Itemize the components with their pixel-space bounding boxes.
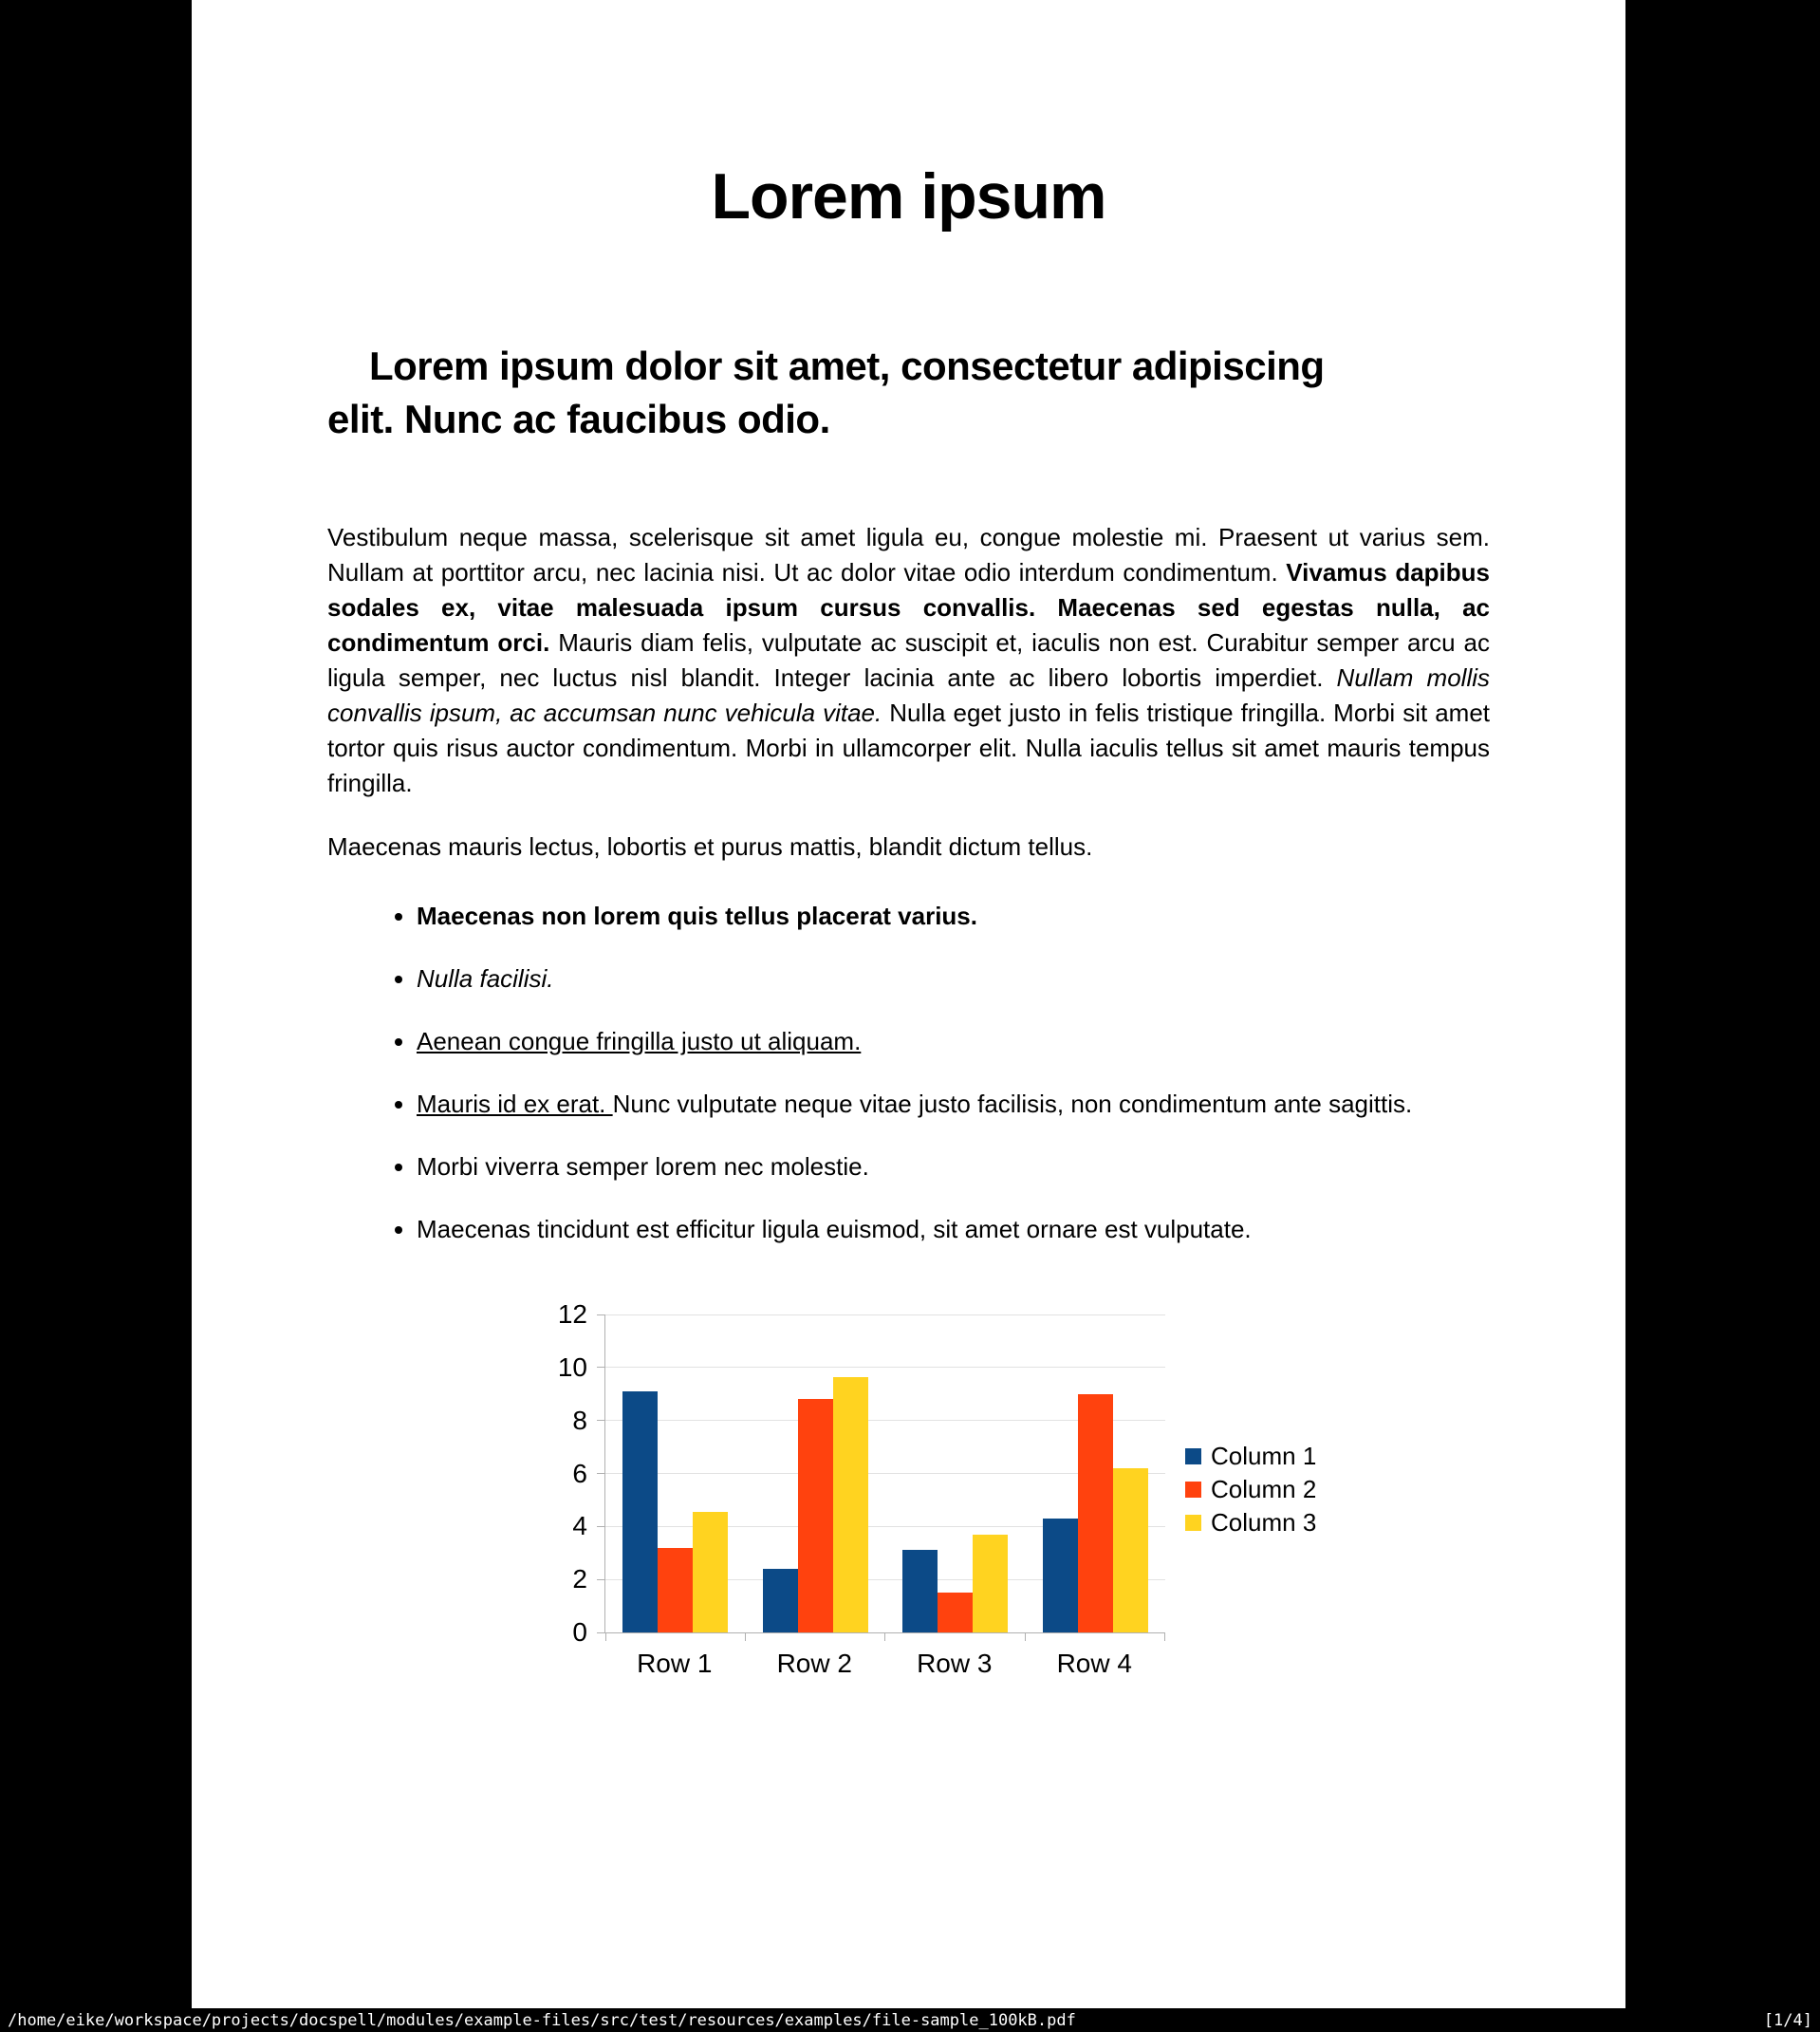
bar-group bbox=[902, 1535, 1008, 1632]
x-axis-tick bbox=[884, 1633, 885, 1641]
bar-group bbox=[1043, 1394, 1148, 1632]
x-axis-label: Row 3 bbox=[917, 1649, 993, 1678]
bar-column-3-row-3 bbox=[973, 1535, 1008, 1632]
x-axis-label: Row 1 bbox=[637, 1649, 713, 1678]
y-axis-label: 12 bbox=[557, 1299, 587, 1329]
x-axis-tick bbox=[745, 1633, 746, 1641]
text-segment: Nunc vulputate neque vitae justo facilisis, non condimentum ante sagittis. bbox=[612, 1090, 1413, 1118]
list-item bbox=[417, 1147, 1490, 1185]
list-item bbox=[417, 960, 1490, 997]
y-axis-label: 0 bbox=[572, 1617, 587, 1647]
legend-label: Column 3 bbox=[1211, 1508, 1317, 1537]
heading-line: elit. Nunc ac faucibus odio. bbox=[327, 397, 830, 441]
legend-label: Column 1 bbox=[1211, 1442, 1317, 1470]
y-axis-tick bbox=[597, 1526, 604, 1527]
bar-column-3-row-4 bbox=[1113, 1468, 1148, 1632]
x-axis-label: Row 4 bbox=[1056, 1649, 1132, 1678]
list-item bbox=[417, 1085, 1490, 1123]
legend-swatch bbox=[1185, 1448, 1201, 1464]
y-axis-label: 6 bbox=[572, 1458, 587, 1488]
legend-item bbox=[1185, 1473, 1316, 1506]
legend-item bbox=[1185, 1440, 1316, 1473]
chart-plot-area bbox=[604, 1314, 1165, 1633]
y-axis-label: 2 bbox=[572, 1564, 587, 1594]
y-axis-tick bbox=[597, 1632, 604, 1633]
y-axis-label: 8 bbox=[572, 1405, 587, 1435]
bar-column-2-row-1 bbox=[658, 1548, 693, 1632]
y-axis-tick bbox=[597, 1473, 604, 1474]
pdf-page[interactable] bbox=[192, 0, 1625, 2008]
body-paragraph: Maecenas mauris lectus, lobortis et purus mattis, blandit dictum tellus. bbox=[327, 832, 1093, 861]
bar-chart bbox=[327, 1299, 1490, 1687]
bar-column-3-row-1 bbox=[693, 1512, 728, 1632]
text-segment: Maecenas tincidunt est efficitur ligula euismod, sit amet ornare est vulputate. bbox=[417, 1215, 1252, 1243]
y-axis-tick bbox=[597, 1367, 604, 1368]
x-axis-tick bbox=[605, 1633, 606, 1641]
statusbar bbox=[0, 2008, 1820, 2032]
text-segment: Nullam mollis convallis ipsum, ac accumsan nunc vehicula vitae. bbox=[327, 663, 1491, 727]
chart-legend bbox=[1185, 1440, 1316, 1539]
text-segment: Mauris diam felis, vulputate ac suscipit et, iaculis non est. Curabitur semper arcu ac ligula semper, nec luctus nisl blandit. Integer lacinia ante ac libero lobortis imperdiet. bbox=[327, 628, 1490, 692]
bar-column-1-row-4 bbox=[1043, 1519, 1078, 1632]
text-segment: Maecenas non lorem quis tellus placerat varius. bbox=[417, 902, 977, 930]
text-segment: Nulla facilisi. bbox=[417, 964, 554, 993]
bar-group bbox=[763, 1377, 868, 1632]
text-segment: Vivamus dapibus sodales ex, vitae malesuada ipsum cursus convallis. Maecenas sed egestas nulla, ac condimentum orci. bbox=[327, 558, 1491, 657]
text-segment: Morbi viverra semper lorem nec molestie. bbox=[417, 1152, 869, 1181]
list-item bbox=[417, 897, 1490, 935]
legend-item bbox=[1185, 1506, 1316, 1539]
page-title: Lorem ipsum bbox=[711, 160, 1106, 233]
list-item bbox=[417, 1022, 1490, 1060]
intro-paragraph bbox=[327, 520, 1490, 801]
text-segment: Aenean congue fringilla justo ut aliquam. bbox=[417, 1027, 862, 1055]
text-segment: Nulla eget justo in felis tristique fringilla. Morbi sit amet tortor quis risus auctor condimentum. Morbi in ullamcorper elit. Nulla iaculis tellus sit amet mauris tempus fringilla. bbox=[327, 699, 1491, 797]
gridline bbox=[605, 1314, 1165, 1315]
list-item bbox=[417, 1210, 1490, 1248]
y-axis-tick bbox=[597, 1314, 604, 1315]
page-indicator: [1/4] bbox=[1763, 2010, 1812, 2030]
legend-label: Column 2 bbox=[1211, 1475, 1317, 1503]
file-path: /home/eike/workspace/projects/docspell/modules/example-files/src/test/resources/examples/file-sample_100kB.pdf bbox=[8, 2010, 1076, 2030]
section-heading bbox=[327, 340, 1490, 446]
bar-column-2-row-4 bbox=[1078, 1394, 1113, 1632]
y-axis-label: 10 bbox=[557, 1352, 587, 1382]
text-segment: Vestibulum neque massa, scelerisque sit amet ligula eu, congue molestie mi. Praesent ut varius sem. Nullam at porttitor arcu, nec lacinia nisi. Ut ac dolor vitae odio interdum condimentum. bbox=[327, 523, 1490, 587]
bar-column-2-row-2 bbox=[798, 1399, 833, 1632]
x-axis-tick bbox=[1025, 1633, 1026, 1641]
gridline bbox=[605, 1367, 1165, 1368]
heading-line: Lorem ipsum dolor sit amet, consectetur adipiscing bbox=[369, 344, 1325, 388]
bar-column-1-row-1 bbox=[622, 1391, 658, 1632]
bullet-list bbox=[327, 897, 1490, 1248]
x-axis-tick bbox=[1164, 1633, 1165, 1641]
text-segment: Mauris id ex erat. bbox=[417, 1090, 613, 1118]
bar-column-1-row-3 bbox=[902, 1550, 938, 1632]
bar-group bbox=[622, 1391, 728, 1632]
x-axis-label: Row 2 bbox=[776, 1649, 852, 1678]
legend-swatch bbox=[1185, 1482, 1201, 1498]
bar-column-3-row-2 bbox=[833, 1377, 868, 1632]
bar-column-2-row-3 bbox=[938, 1593, 973, 1632]
bar-column-1-row-2 bbox=[763, 1569, 798, 1632]
legend-swatch bbox=[1185, 1515, 1201, 1531]
y-axis-label: 4 bbox=[572, 1511, 587, 1541]
y-axis-tick bbox=[597, 1420, 604, 1421]
y-axis-tick bbox=[597, 1579, 604, 1580]
